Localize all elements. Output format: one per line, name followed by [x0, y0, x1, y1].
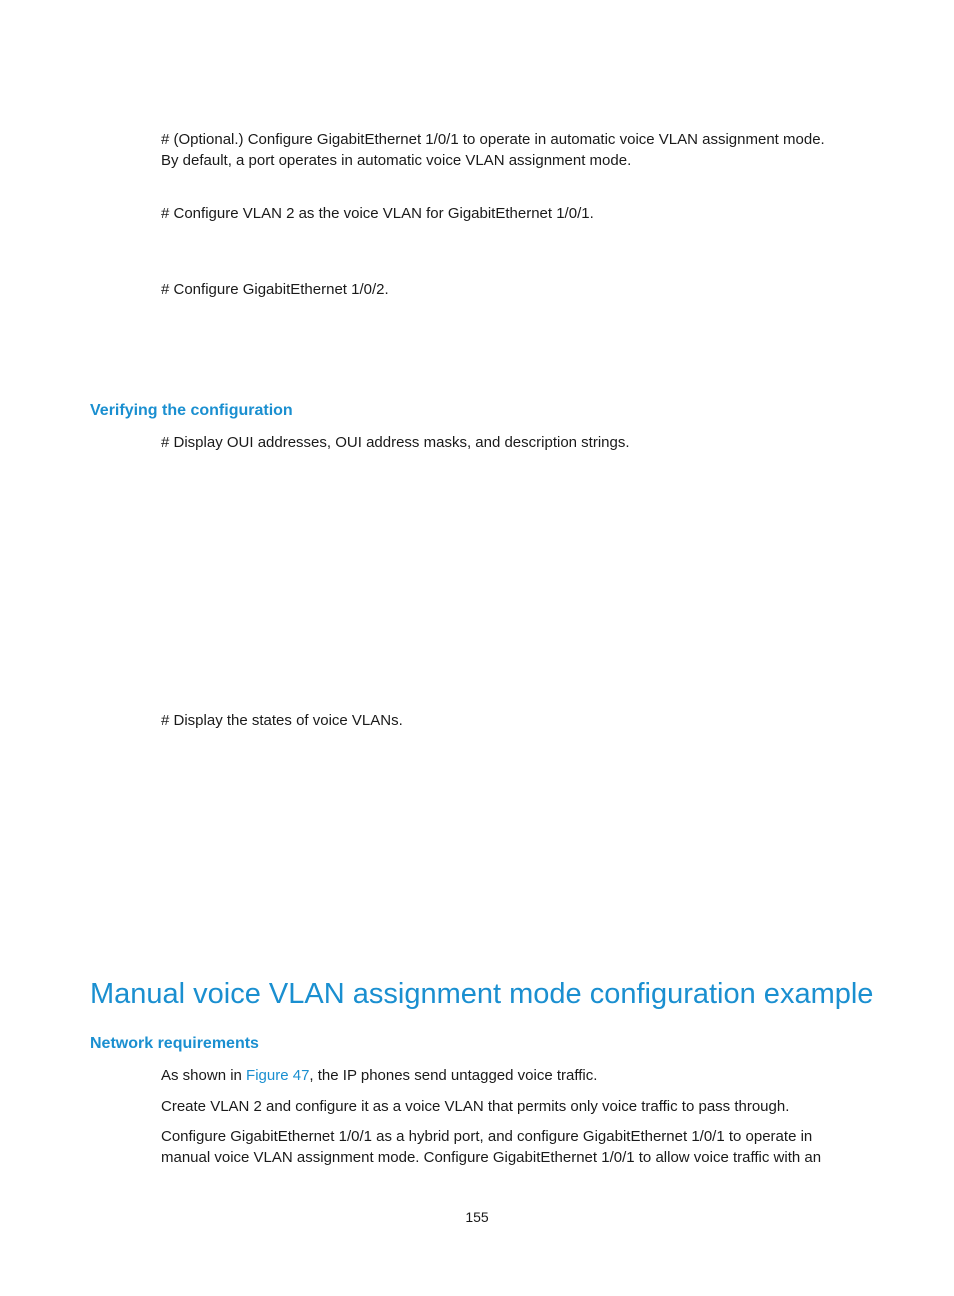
paragraph-display-voice-vlan-states: # Display the states of voice VLANs.: [161, 712, 403, 729]
heading-network-requirements: Network requirements: [90, 1035, 259, 1052]
paragraph-text-before-link: As shown in: [161, 1067, 247, 1084]
paragraph-text-after-link: , the IP phones send untagged voice traffic.: [309, 1067, 598, 1084]
paragraph-configure-ge-1-0-2: # Configure GigabitEthernet 1/0/2.: [161, 281, 389, 298]
paragraph-optional-configure-line1: # (Optional.) Configure GigabitEthernet 1/0/1 to operate in automatic voice VLAN assignment mode.: [161, 131, 825, 148]
paragraph-configure-vlan2: # Configure VLAN 2 as the voice VLAN for GigabitEthernet 1/0/1.: [161, 205, 594, 222]
figure-47-link[interactable]: Figure 47: [246, 1067, 310, 1084]
paragraph-as-shown-in-figure: [161, 1065, 597, 1086]
page-number: 155: [465, 1209, 489, 1225]
section-title-manual-voice-vlan: Manual voice VLAN assignment mode configuration example: [90, 978, 874, 1010]
paragraph-configure-hybrid-line1: Configure GigabitEthernet 1/0/1 as a hybrid port, and configure GigabitEthernet 1/0/1 to operate in: [161, 1128, 813, 1145]
paragraph-configure-hybrid-line2: manual voice VLAN assignment mode. Configure GigabitEthernet 1/0/1 to allow voice traffic with an: [161, 1149, 822, 1166]
heading-verifying-configuration: Verifying the configuration: [90, 402, 293, 419]
paragraph-display-oui: # Display OUI addresses, OUI address masks, and description strings.: [161, 434, 630, 451]
paragraph-optional-configure-line2: By default, a port operates in automatic voice VLAN assignment mode.: [161, 152, 632, 169]
paragraph-create-vlan2: Create VLAN 2 and configure it as a voice VLAN that permits only voice traffic to pass through.: [161, 1098, 790, 1115]
